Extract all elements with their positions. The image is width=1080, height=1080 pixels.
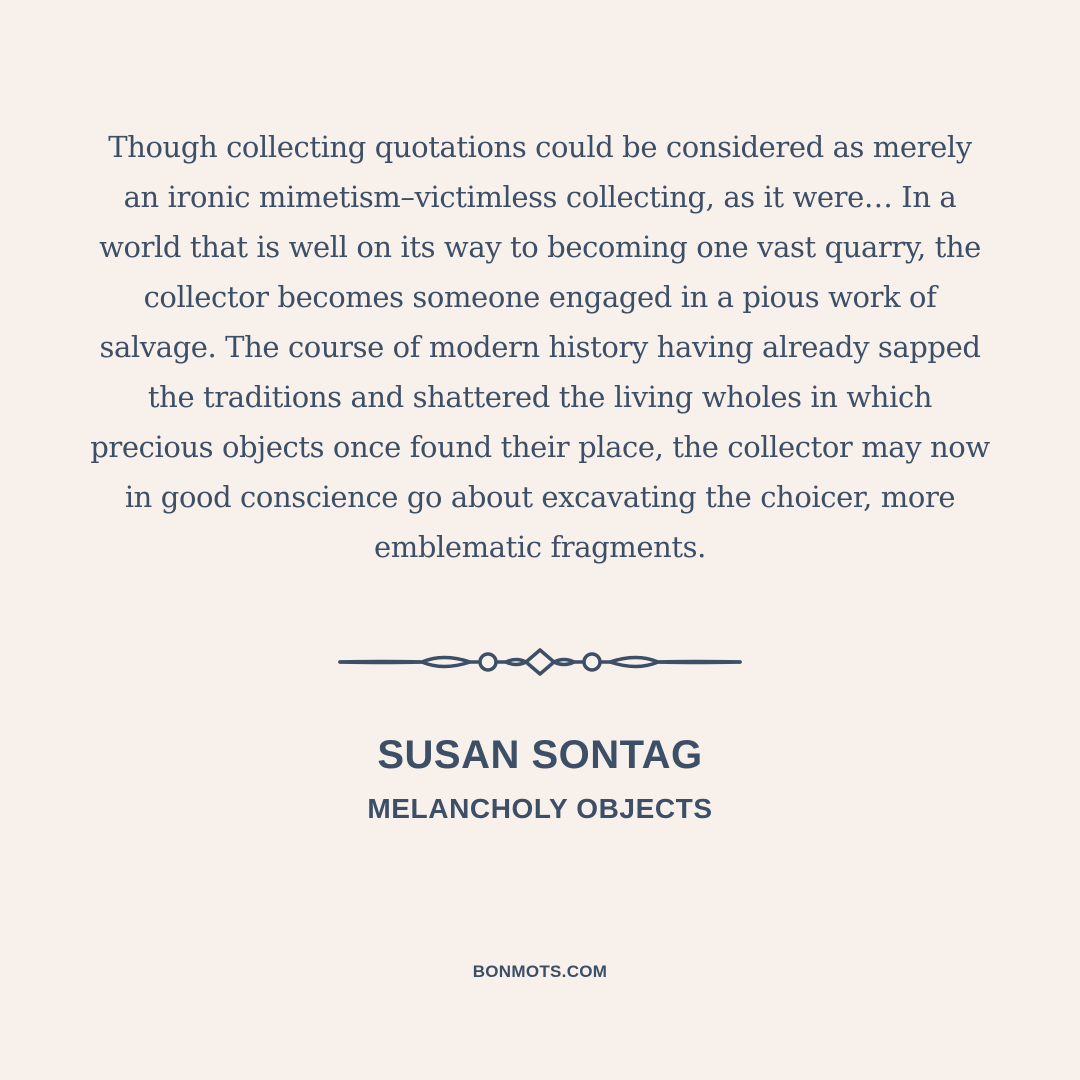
decorative-divider-icon bbox=[336, 640, 744, 684]
quote-text: Though collecting quotations could be considered as merely an ironic mimetism–victimless collecting, as it were… In a world that is well on its way to becoming one vast quarry, the collector becomes someone engaged in a pious work of salvage. The course of modern history having already sapped the traditions and shattered the living wholes in which precious objects once found their place, the collector may now in good conscience go about excavating the choicer, more emblematic fragments. bbox=[90, 130, 990, 564]
site-link[interactable]: BONMOTS.COM bbox=[472, 962, 608, 981]
work-title: MELANCHOLY OBJECTS bbox=[367, 793, 713, 824]
author-name: SUSAN SONTAG bbox=[377, 733, 703, 777]
